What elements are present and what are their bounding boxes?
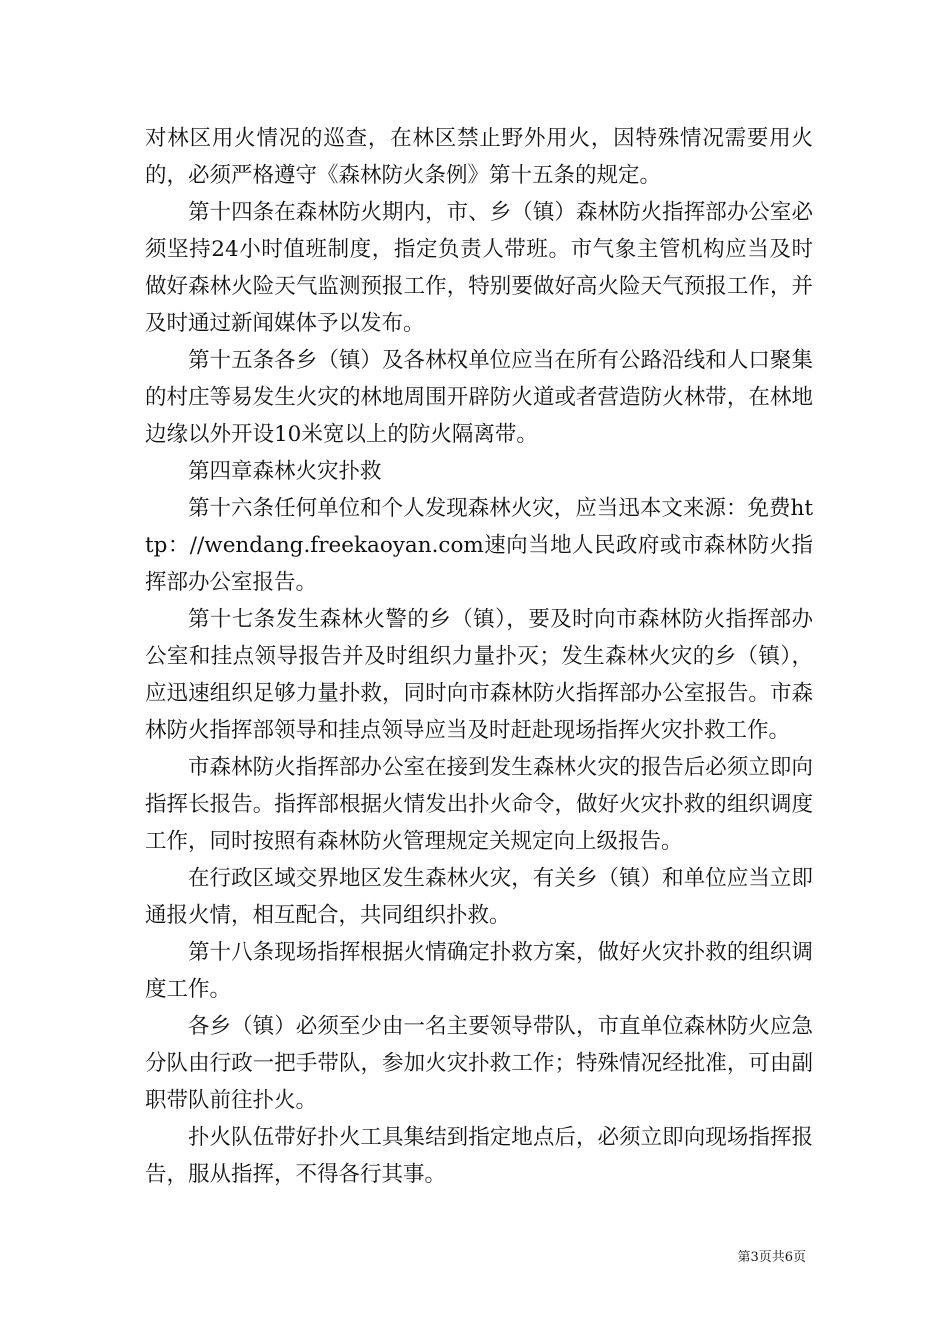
paragraph: 市森林防火指挥部办公室在接到发生森林火灾的报告后必须立即向指挥长报告。指挥部根据火情发出扑火命令，做好火灾扑救的组织调度工作，同时按照有森林防火管理规定关规定向上级报告。	[145, 755, 813, 854]
paragraph: 第十五条各乡（镇）及各林权单位应当在所有公路沿线和人口聚集的村庄等易发生火灾的林地周围开辟防火道或者营造防火林带，在林地边缘以外开设10米宽以上的防火隔离带。	[145, 348, 813, 447]
paragraph: 第十八条现场指挥根据火情确定扑救方案，做好火灾扑救的组织调度工作。	[145, 940, 813, 1002]
paragraph: 第十六条任何单位和个人发现森林火灾，应当迅本文来源：免费http：//wendang.freekaoyan.com速向当地人民政府或市森林防火指挥部办公室报告。	[145, 496, 813, 595]
paragraph: 第十七条发生森林火警的乡（镇），要及时向市森林防火指挥部办公室和挂点领导报告并及时组织力量扑灭；发生森林火灾的乡（镇），应迅速组织足够力量扑救，同时向市森林防火指挥部办公室报告。市森林防火指挥部领导和挂点领导应当及时赶赴现场指挥火灾扑救工作。	[145, 607, 813, 743]
paragraph: 第十四条在森林防火期内，市、乡（镇）森林防火指挥部办公室必须坚持24小时值班制度，指定负责人带班。市气象主管机构应当及时做好森林火险天气监测预报工作，特别要做好高火险天气预报工作，并及时通过新闻媒体予以发布。	[145, 200, 813, 336]
paragraph: 对林区用火情况的巡查，在林区禁止野外用火，因特殊情况需要用火的，必须严格遵守《森林防火条例》第十五条的规定。	[145, 126, 813, 188]
paragraph: 各乡（镇）必须至少由一名主要领导带队，市直单位森林防火应急分队由行政一把手带队，参加火灾扑救工作；特殊情况经批准，可由副职带队前往扑火。	[145, 1014, 813, 1113]
paragraph: 扑火队伍带好扑火工具集结到指定地点后，必须立即向现场指挥报告，服从指挥，不得各行其事。	[145, 1125, 813, 1187]
paragraph: 在行政区域交界地区发生森林火灾，有关乡（镇）和单位应当立即通报火情，相互配合，共同组织扑救。	[145, 866, 813, 928]
chapter-heading: 第四章森林火灾扑救	[188, 459, 382, 484]
page-number: 第3页共6页	[737, 1250, 806, 1265]
document-body	[145, 120, 813, 1193]
